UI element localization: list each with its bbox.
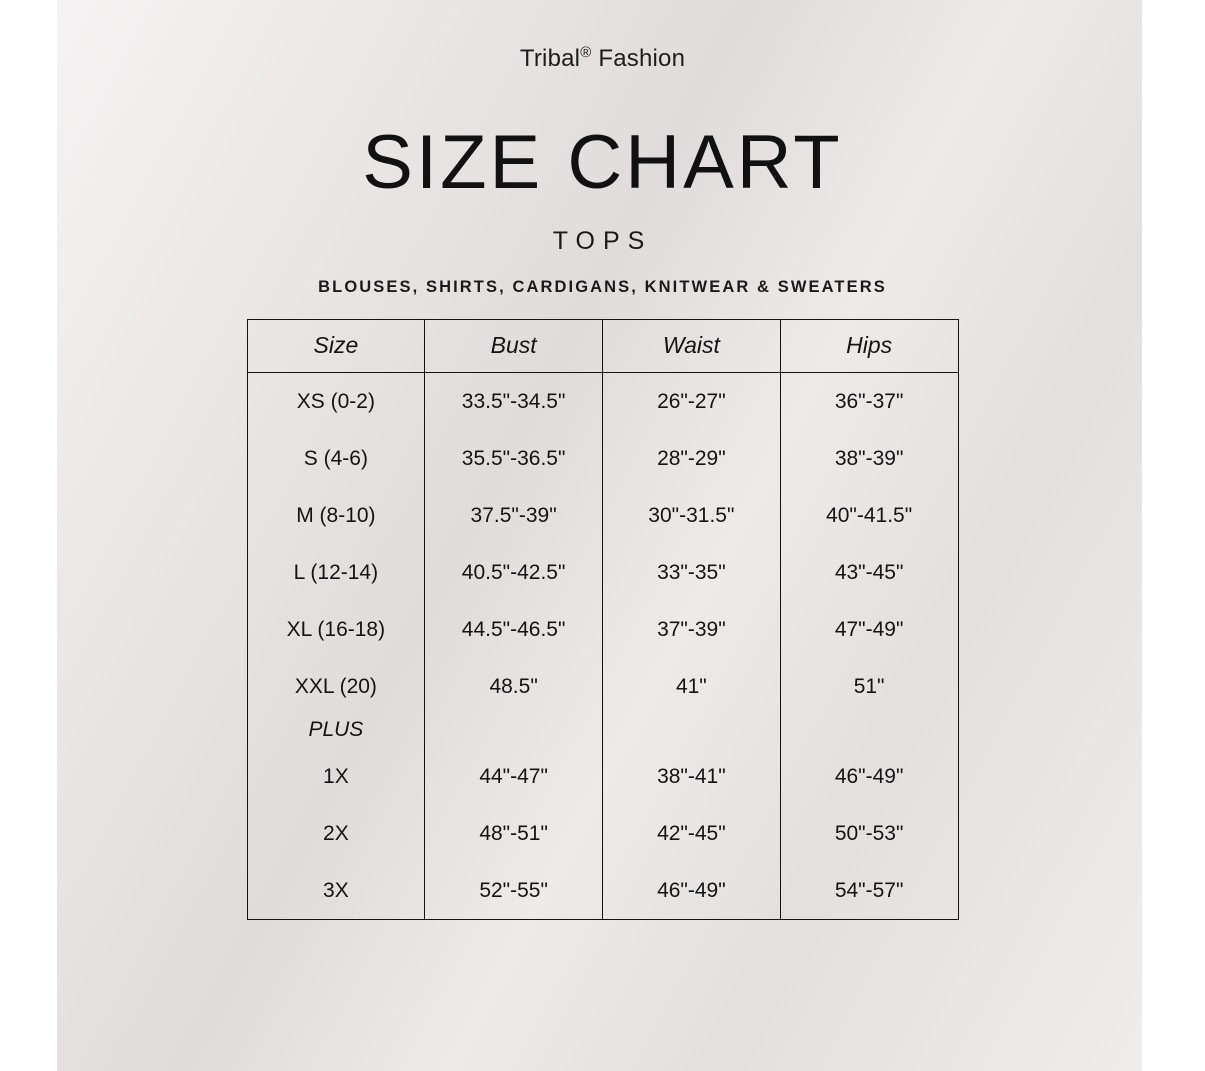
cell-waist: 37"-39"	[603, 601, 781, 658]
registered-mark: ®	[580, 44, 592, 61]
plus-spacer-waist	[603, 715, 781, 748]
cell-waist: 38"-41"	[603, 748, 781, 805]
table-row	[247, 658, 958, 715]
cell-bust: 37.5"-39"	[425, 487, 603, 544]
table-row	[247, 430, 958, 487]
cell-bust: 35.5"-36.5"	[425, 430, 603, 487]
cell-waist: 26"-27"	[603, 373, 781, 431]
brand-suffix: Fashion	[591, 45, 686, 72]
cell-size: XXL (20)	[294, 675, 377, 698]
cell-bust: 40.5"-42.5"	[425, 544, 603, 601]
cell-hips: 47"-49"	[780, 601, 958, 658]
page-title: SIZE CHART	[362, 120, 843, 205]
table-row	[247, 862, 958, 920]
column-header-size: Size	[247, 320, 425, 373]
plus-section-label: PLUS	[308, 717, 364, 741]
column-header-waist: Waist	[603, 320, 781, 373]
table-header-row	[247, 320, 958, 373]
table-row	[247, 805, 958, 862]
cell-hips: 36"-37"	[780, 373, 958, 431]
cell-waist: 41"	[603, 658, 781, 715]
plus-section-row	[247, 715, 958, 748]
page-subtitle: TOPS	[552, 227, 653, 255]
plus-spacer-hips	[780, 715, 958, 748]
cell-hips: 51"	[780, 658, 958, 715]
table-row	[247, 748, 958, 805]
table-row	[247, 601, 958, 658]
cell-waist: 33"-35"	[603, 544, 781, 601]
cell-waist: 42"-45"	[603, 805, 781, 862]
cell-bust: 44.5"-46.5"	[425, 601, 603, 658]
size-table-wrapper	[247, 319, 959, 920]
plus-spacer-bust	[425, 715, 603, 748]
cell-size: XL (16-18)	[286, 618, 386, 641]
brand-name	[0, 44, 1205, 73]
size-table	[247, 319, 959, 920]
size-table-header	[247, 320, 958, 373]
cell-hips: 46"-49"	[780, 748, 958, 805]
cell-waist: 28"-29"	[603, 430, 781, 487]
cell-size: 1X	[323, 765, 349, 788]
cell-bust: 48.5"	[425, 658, 603, 715]
cell-bust: 52"-55"	[425, 862, 603, 920]
cell-size: 3X	[323, 879, 349, 902]
table-row	[247, 487, 958, 544]
cell-size: S (4-6)	[303, 447, 368, 470]
cell-size: 2X	[323, 822, 349, 845]
cell-hips: 40"-41.5"	[780, 487, 958, 544]
cell-size: M (8-10)	[296, 504, 376, 527]
cell-hips: 50"-53"	[780, 805, 958, 862]
cell-hips: 43"-45"	[780, 544, 958, 601]
table-row	[247, 373, 958, 431]
column-header-hips: Hips	[780, 320, 958, 373]
cell-size: L (12-14)	[293, 561, 379, 584]
size-table-body	[247, 373, 958, 920]
cell-bust: 44"-47"	[425, 748, 603, 805]
cell-size: XS (0-2)	[296, 390, 375, 413]
cell-waist: 30"-31.5"	[603, 487, 781, 544]
page-description: BLOUSES, SHIRTS, CARDIGANS, KNITWEAR & SWEATERS	[318, 278, 887, 296]
cell-bust: 33.5"-34.5"	[425, 373, 603, 431]
cell-waist: 46"-49"	[603, 862, 781, 920]
brand-word: Tribal	[519, 45, 581, 72]
cell-hips: 54"-57"	[780, 862, 958, 920]
cell-hips: 38"-39"	[780, 430, 958, 487]
column-header-bust: Bust	[425, 320, 603, 373]
table-row	[247, 544, 958, 601]
cell-bust: 48"-51"	[425, 805, 603, 862]
